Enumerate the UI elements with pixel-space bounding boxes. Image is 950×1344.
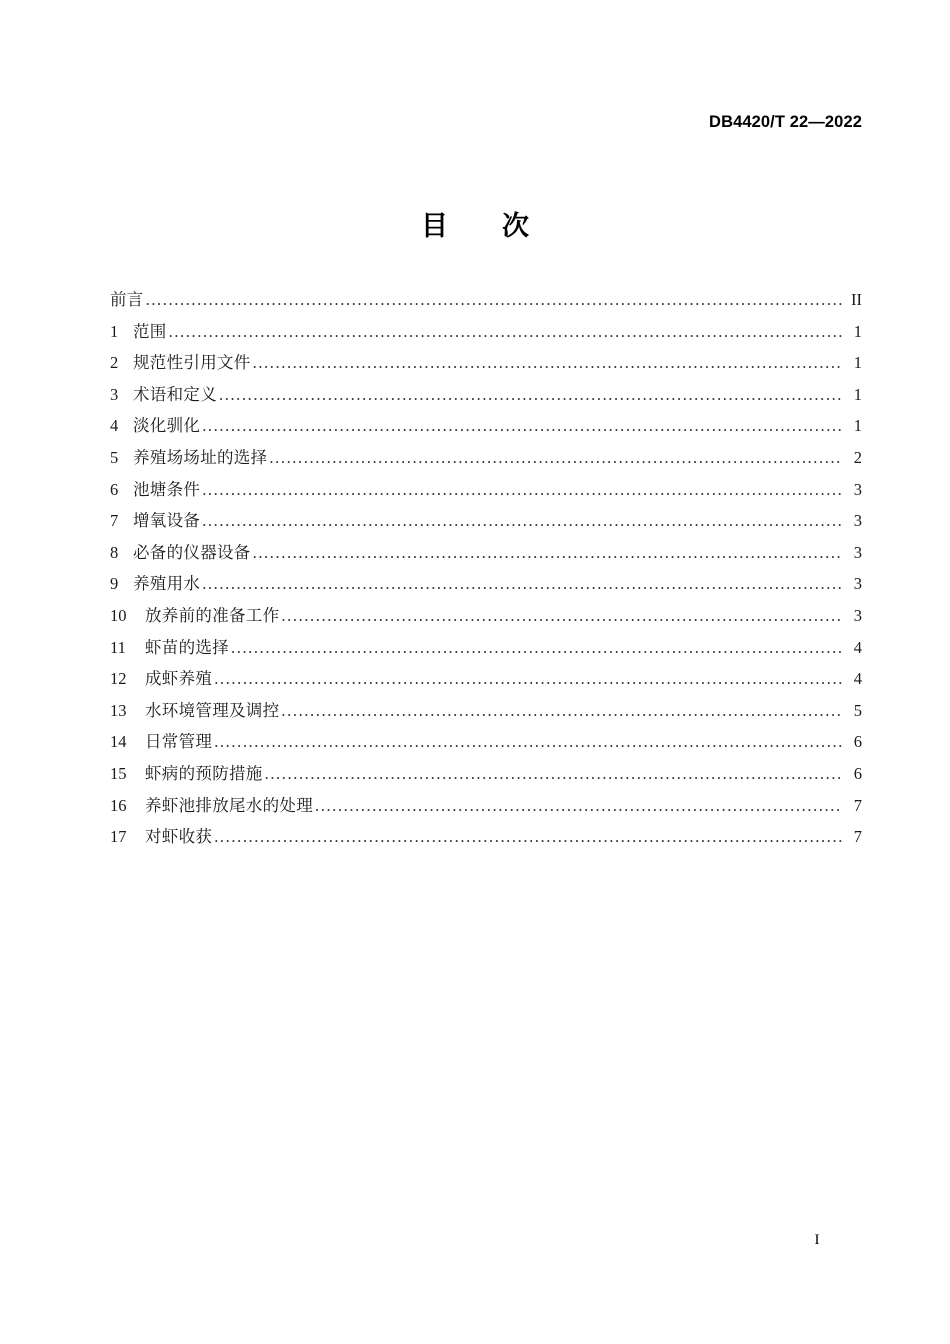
toc-entry-label: 虾苗的选择 [145,637,229,657]
toc-entry-number: 1 [110,321,119,341]
toc-dot-leader [202,474,842,506]
toc-entry-number: 8 [110,542,119,562]
toc-dot-leader [202,505,842,537]
toc-entry-label: 术语和定义 [133,384,217,404]
toc-dot-leader [219,379,842,411]
toc-dot-leader [214,821,842,853]
toc-entry[interactable] [110,474,862,506]
toc-entry-label: 规范性引用文件 [133,353,251,373]
toc-dot-leader [231,632,842,664]
toc-entry-page-number: 1 [853,416,862,436]
toc-entry-number: 7 [110,511,119,531]
toc-entry-page-number: II [851,290,862,309]
toc-entry[interactable] [110,758,862,790]
toc-entry-page-number: 7 [853,795,862,815]
toc-entry-label: 增氧设备 [133,511,201,531]
toc-dot-leader [253,537,842,569]
toc-dot-leader [281,695,842,727]
toc-entry-number: 16 [110,795,127,815]
toc-entry[interactable] [110,600,862,632]
toc-entry-page-number: 1 [853,321,862,341]
toc-entry-label: 日常管理 [145,732,213,752]
toc-entry-label: 养虾池排放尾水的处理 [145,795,313,815]
toc-entry[interactable] [110,821,862,853]
toc-entry-number: 17 [110,827,127,847]
toc-entry[interactable] [110,284,862,316]
toc-dot-leader [265,758,842,790]
toc-entry-page-number: 7 [853,827,862,847]
toc-entry[interactable] [110,347,862,379]
toc-entry[interactable] [110,695,862,727]
toc-entry-number: 4 [110,416,119,436]
toc-entry-number: 9 [110,574,119,594]
toc-entry[interactable] [110,663,862,695]
toc-entry[interactable] [110,632,862,664]
page-folio: I [814,1232,820,1248]
toc-entry-number: 10 [110,605,127,625]
toc-entry-page-number: 5 [853,700,862,720]
toc-entry-label: 放养前的准备工作 [145,605,280,625]
toc-entry[interactable] [110,568,862,600]
toc-entry-page-number: 3 [853,479,862,499]
toc-entry-page-number: 4 [853,669,862,689]
toc-entry-number: 12 [110,669,127,689]
document-footer [0,1232,950,1249]
toc-entry-label: 范围 [133,321,167,341]
toc-entry[interactable] [110,410,862,442]
toc-entry[interactable] [110,726,862,758]
toc-entry-number: 5 [110,447,119,467]
toc-entry-page-number: 1 [853,353,862,373]
toc-dot-leader [269,442,842,474]
toc-entry-label: 必备的仪器设备 [133,542,251,562]
toc-dot-leader [214,726,842,758]
toc-entry-label: 虾病的预防措施 [145,763,263,783]
toc-entry-label: 池塘条件 [133,479,201,499]
toc-entry-page-number: 3 [853,605,862,625]
toc-entry-number: 6 [110,479,119,499]
document-header-standard-number: DB4420/T 22—2022 [709,113,862,131]
toc-entry-label: 养殖场场址的选择 [133,447,268,467]
toc-dot-leader [315,790,842,822]
toc-entry-page-number: 6 [853,732,862,752]
toc-entry-page-number: 6 [853,763,862,783]
toc-entry[interactable] [110,790,862,822]
toc-entry-number: 13 [110,700,127,720]
toc-entry[interactable] [110,316,862,348]
toc-entry[interactable] [110,505,862,537]
toc-entry-number: 2 [110,353,119,373]
toc-dot-leader [281,600,842,632]
toc-entry-label: 养殖用水 [133,574,201,594]
toc-entry-page-number: 2 [853,447,862,467]
toc-dot-leader [169,316,842,348]
toc-entry-number: 11 [110,637,126,657]
toc-entry-number: 3 [110,384,119,404]
toc-dot-leader [253,347,842,379]
page-title: 目 次 [421,211,529,242]
toc-dot-leader [202,568,842,600]
toc-entry-page-number: 3 [853,511,862,531]
toc-entry-page-number: 3 [853,542,862,562]
toc-entry-label: 对虾收获 [145,827,213,847]
toc-dot-leader [214,663,842,695]
toc-entry-page-number: 4 [853,637,862,657]
toc-entry-label: 前言 [110,290,144,309]
toc-entry[interactable] [110,442,862,474]
toc-entry-label: 成虾养殖 [145,669,213,689]
toc-dot-leader [146,284,842,316]
toc-entry-label: 淡化驯化 [133,416,201,436]
toc-entry-page-number: 1 [853,384,862,404]
toc-entry[interactable] [110,379,862,411]
table-of-contents [110,284,862,853]
toc-entry-page-number: 3 [853,574,862,594]
toc-entry-number: 15 [110,763,127,783]
toc-dot-leader [202,410,842,442]
toc-entry-label: 水环境管理及调控 [145,700,280,720]
toc-entry[interactable] [110,537,862,569]
toc-entry-number: 14 [110,732,127,752]
